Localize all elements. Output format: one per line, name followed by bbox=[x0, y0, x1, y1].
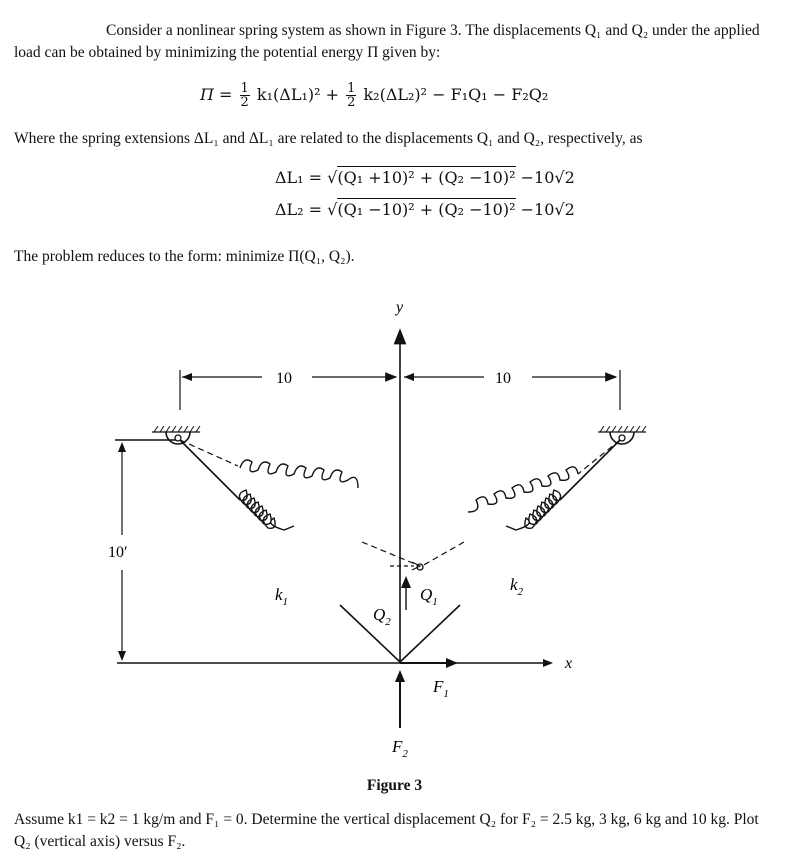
spring-system-figure bbox=[0, 280, 789, 770]
spring2-deformed-coil bbox=[468, 467, 578, 512]
frac-num: 1 bbox=[347, 81, 356, 96]
x-axis-arrowhead bbox=[543, 659, 553, 667]
where-paragraph: Where the spring extensions ΔL₁ and ΔL₁ are related to the displacements Q₁ and Q₂, respectively, as bbox=[14, 130, 643, 147]
energy-equation bbox=[200, 82, 548, 109]
spring2-deformed-dash-b bbox=[422, 542, 464, 566]
right-support bbox=[598, 426, 646, 444]
energy-term2: k₂(ΔL₂)² − F₁Q₁ − F₂Q₂ bbox=[363, 85, 549, 104]
dim-height-arrow-down bbox=[118, 651, 126, 661]
frac-den: 2 bbox=[240, 95, 249, 110]
y-axis-label: y bbox=[396, 299, 404, 316]
spring1-deformed-dash-b bbox=[362, 542, 420, 566]
f1-subscript: 1 bbox=[443, 688, 449, 700]
f1-arrowhead bbox=[446, 658, 458, 668]
intro-paragraph: Consider a nonlinear spring system as shown in Figure 3. The displacements Q₁ and Q₂ under the applied load can be obtained by minimizing the potential energy Π given by: bbox=[14, 22, 760, 61]
frac-num: 1 bbox=[240, 81, 249, 96]
q1-letter: Q bbox=[420, 585, 433, 604]
half-fraction-1 bbox=[240, 82, 250, 109]
q1-subscript: 1 bbox=[432, 596, 438, 608]
ext1-tail: −10√2 bbox=[515, 168, 575, 187]
dim-left-label: 10 bbox=[276, 370, 292, 387]
q2-label bbox=[373, 605, 391, 628]
spring1-rod-bottom bbox=[340, 605, 400, 662]
ext2-tail: −10√2 bbox=[515, 200, 575, 219]
q2-letter: Q bbox=[373, 605, 386, 624]
extension-equation-1: ΔL₁ = √(Q₁ +10)² + (Q₂ −10)² −10√2 bbox=[275, 168, 575, 187]
spring1-deformed-dash-a bbox=[180, 440, 238, 466]
dim-height-arrow-up bbox=[118, 442, 126, 452]
k1-letter: k bbox=[275, 585, 283, 604]
dim-right-label: 10 bbox=[495, 370, 511, 387]
dim-height-label: 10′ bbox=[108, 544, 128, 561]
q2-arrowhead bbox=[401, 576, 411, 588]
energy-term1: k₁(ΔL₁)² + bbox=[256, 85, 340, 104]
ext2-root: (Q₁ −10)² + (Q₂ −10)² bbox=[337, 200, 516, 219]
q1-label bbox=[420, 585, 438, 608]
frac-den: 2 bbox=[347, 95, 356, 110]
dim-left-arrowhead bbox=[182, 373, 192, 381]
k2-letter: k bbox=[510, 575, 518, 594]
f1-label bbox=[432, 677, 449, 700]
dim-right-arrowhead-left bbox=[404, 373, 414, 381]
spring1-deformed-coil bbox=[240, 460, 358, 488]
assume-paragraph: Assume k1 = k2 = 1 kg/m and F₁ = 0. Determine the vertical displacement Q₂ for F₂ = 2.5 kg, 3 kg, 6 kg and 10 kg. Plot Q₂ (vertical axis) versus F₂. bbox=[14, 811, 759, 850]
x-axis-label: x bbox=[565, 655, 573, 672]
ext1-root: (Q₁ +10)² + (Q₂ −10)² bbox=[337, 168, 516, 187]
k1-label bbox=[275, 585, 288, 608]
k2-label bbox=[510, 575, 524, 598]
figure-caption: Figure 3 bbox=[366, 777, 423, 794]
q2-subscript: 2 bbox=[385, 616, 391, 628]
f2-label bbox=[391, 737, 408, 760]
spring2-deformed-dash-a bbox=[578, 440, 620, 474]
reduces-paragraph: The problem reduces to the form: minimize Π(Q₁, Q₂). bbox=[14, 248, 355, 265]
f2-arrowhead bbox=[395, 670, 405, 682]
ext1-lhs: ΔL₁ = bbox=[275, 168, 328, 187]
k1-subscript: 1 bbox=[282, 596, 289, 608]
k2-subscript: 2 bbox=[517, 586, 524, 598]
spring1-rod-top bbox=[180, 440, 240, 500]
extension-equation-2: ΔL₂ = √(Q₁ −10)² + (Q₂ −10)² −10√2 bbox=[275, 200, 575, 219]
ext2-lhs: ΔL₂ = bbox=[275, 200, 328, 219]
spring1-coil bbox=[239, 490, 294, 530]
half-fraction-2 bbox=[346, 82, 356, 109]
f2-subscript: 2 bbox=[402, 748, 408, 760]
f1-letter: F bbox=[433, 677, 444, 696]
energy-lhs: Π = bbox=[200, 85, 233, 104]
spring2-rod-bottom bbox=[400, 605, 460, 662]
f2-letter: F bbox=[392, 737, 403, 756]
spring2-rod-top bbox=[560, 440, 620, 500]
left-support bbox=[152, 426, 200, 444]
